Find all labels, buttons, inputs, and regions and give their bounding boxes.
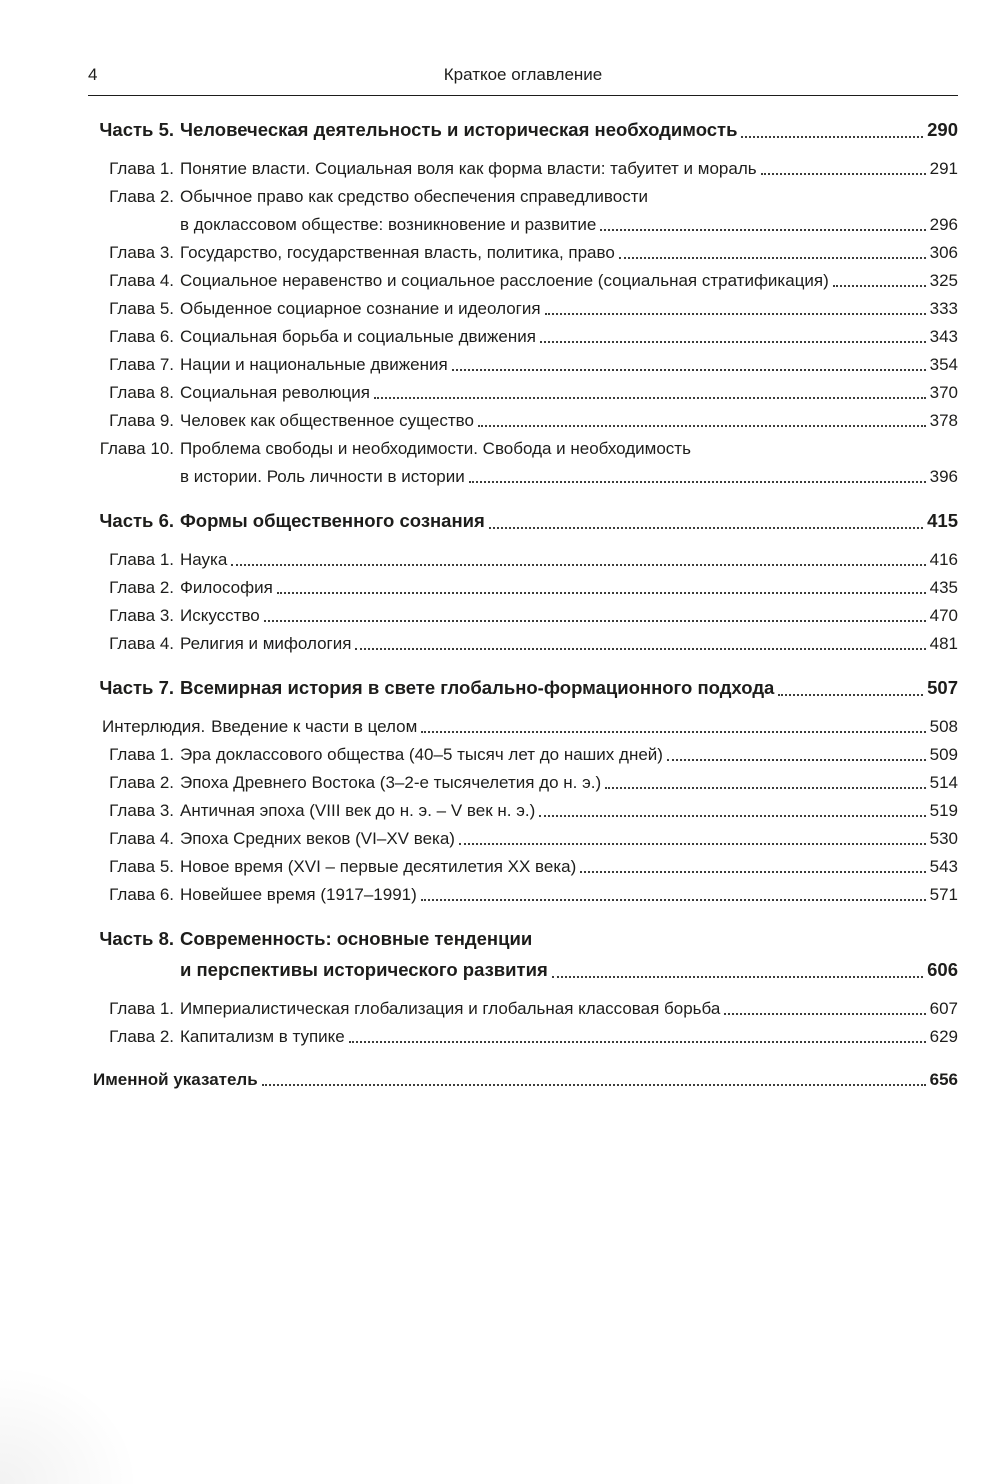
chapter-title: Эпоха Средних веков (VI–XV века) (180, 829, 455, 848)
dot-leader (262, 1084, 926, 1086)
chapter-page: 325 (929, 271, 958, 290)
chapter-label: Глава 7. (109, 355, 174, 374)
chapter-title: Социальная борьба и социальные движения (180, 327, 536, 346)
chapter-label: Глава 2. (109, 773, 174, 792)
chapter-label: Глава 8. (109, 383, 174, 402)
part-page: 507 (927, 677, 958, 698)
part-row (88, 509, 958, 533)
part-label: Часть 6. (99, 510, 174, 531)
chapter-page: 296 (929, 215, 958, 234)
part-label: Часть 8. (99, 928, 174, 949)
name-index-row (88, 1069, 958, 1090)
chapter-row (88, 270, 958, 291)
chapter-title: Философия (180, 578, 273, 597)
chapter-label: Глава 9. (109, 411, 174, 430)
chapter-label: Глава 6. (109, 885, 174, 904)
dot-leader (605, 787, 925, 789)
chapter-label: Глава 5. (109, 857, 174, 876)
chapter-page: 543 (929, 857, 958, 876)
chapter-page: 291 (929, 159, 958, 178)
chapter-page: 370 (929, 383, 958, 402)
page-number: 4 (88, 65, 98, 84)
chapter-page: 481 (929, 634, 958, 653)
dot-leader (539, 815, 925, 817)
dot-leader (489, 527, 923, 529)
toc-section-part-5 (88, 118, 958, 487)
page-header (88, 64, 958, 96)
part-page: 606 (927, 959, 958, 980)
chapter-row (88, 298, 958, 319)
chapter-label: Глава 1. (109, 999, 174, 1018)
chapter-row (88, 158, 958, 179)
dot-leader (478, 425, 926, 427)
chapter-row (88, 828, 958, 849)
chapter-row (88, 186, 958, 207)
chapter-label: Глава 4. (109, 829, 174, 848)
chapter-row-continuation (88, 466, 958, 487)
chapter-label: Глава 2. (109, 578, 174, 597)
dot-leader (778, 694, 923, 696)
toc-section-part-8 (88, 927, 958, 1047)
chapter-row-continuation (88, 214, 958, 235)
part-row (88, 118, 958, 142)
dot-leader (277, 592, 926, 594)
table-of-contents (88, 118, 958, 1090)
chapter-page: 509 (929, 745, 958, 764)
dot-leader (761, 173, 926, 175)
chapter-row (88, 577, 958, 598)
chapter-label: Глава 2. (109, 187, 174, 206)
toc-section-part-7 (88, 676, 958, 905)
toc-section-part-6 (88, 509, 958, 654)
chapter-title: Обычное право как средство обеспечения справедливости (180, 187, 648, 206)
dot-leader (421, 731, 925, 733)
chapter-page: 530 (929, 829, 958, 848)
chapter-page: 416 (929, 550, 958, 569)
chapter-title: Нации и национальные движения (180, 355, 448, 374)
chapter-row (88, 354, 958, 375)
chapter-page: 514 (929, 773, 958, 792)
interlude-label: Интерлюдия. (102, 717, 206, 736)
part-title: Формы общественного сознания (180, 510, 485, 531)
chapter-label: Глава 4. (109, 271, 174, 290)
chapter-label: Глава 10. (99, 439, 174, 458)
dot-leader (552, 976, 923, 978)
chapter-title: Искусство (180, 606, 260, 625)
dot-leader (231, 564, 925, 566)
dot-leader (600, 229, 925, 231)
chapter-label: Глава 4. (109, 634, 174, 653)
chapter-page: 435 (929, 578, 958, 597)
chapter-row (88, 605, 958, 626)
part-page: 290 (927, 119, 958, 140)
dot-leader (349, 1041, 926, 1043)
dot-leader (459, 843, 926, 845)
running-head-title: Краткое оглавление (443, 65, 603, 84)
chapter-title: Капитализм в тупике (180, 1027, 345, 1046)
chapter-title-continuation: в доклассовом обществе: возникновение и развитие (180, 215, 597, 234)
name-index-label: Именной указатель (93, 1070, 258, 1089)
part-title-continuation: и перспективы исторического развития (180, 959, 548, 980)
part-label: Часть 5. (99, 119, 174, 140)
chapter-label: Глава 3. (109, 606, 174, 625)
chapter-row (88, 242, 958, 263)
chapter-label: Глава 1. (109, 159, 174, 178)
dot-leader (421, 899, 926, 901)
dot-leader (540, 341, 926, 343)
chapter-label: Глава 3. (109, 243, 174, 262)
chapter-page: 607 (929, 999, 958, 1018)
chapter-title: Человек как общественное существо (180, 411, 474, 430)
chapter-title: Наука (180, 550, 228, 569)
dot-leader (580, 871, 925, 873)
chapter-title: Эпоха Древнего Востока (3–2-е тысячелетия до н. э.) (180, 773, 602, 792)
chapter-title: Новое время (XVI – первые десятилетия XX века) (180, 857, 577, 876)
chapter-row (88, 382, 958, 403)
chapter-row (88, 633, 958, 654)
chapter-title: Империалистическая глобализация и глобальная классовая борьба (180, 999, 721, 1018)
chapter-row (88, 998, 958, 1019)
interlude-title: Введение к части в целом (211, 717, 418, 736)
chapter-row (88, 410, 958, 431)
dot-leader (833, 285, 926, 287)
dot-leader (452, 369, 926, 371)
chapter-page: 519 (929, 801, 958, 820)
chapter-page: 306 (929, 243, 958, 262)
chapter-page: 571 (929, 885, 958, 904)
chapter-row (88, 884, 958, 905)
chapter-page: 629 (929, 1027, 958, 1046)
chapter-row (88, 438, 958, 459)
chapter-page: 470 (929, 606, 958, 625)
chapter-row (88, 326, 958, 347)
chapter-label: Глава 5. (109, 299, 174, 318)
chapter-row (88, 800, 958, 821)
chapter-label: Глава 1. (109, 745, 174, 764)
chapter-label: Глава 1. (109, 550, 174, 569)
chapter-label: Глава 3. (109, 801, 174, 820)
name-index-page: 656 (929, 1070, 958, 1089)
chapter-title-continuation: в истории. Роль личности в истории (180, 467, 465, 486)
chapter-row (88, 1026, 958, 1047)
chapter-title: Обыденное социарное сознание и идеология (180, 299, 541, 318)
chapter-page: 508 (929, 717, 958, 736)
chapter-page: 343 (929, 327, 958, 346)
dot-leader (724, 1013, 925, 1015)
chapter-row (88, 856, 958, 877)
chapter-page: 354 (929, 355, 958, 374)
chapter-row (88, 772, 958, 793)
chapter-title: Античная эпоха (VIII век до н. э. – V век н. э.) (180, 801, 536, 820)
interlude-row (88, 716, 958, 737)
chapter-page: 396 (929, 467, 958, 486)
chapter-row (88, 744, 958, 765)
part-title: Человеческая деятельность и историческая необходимость (180, 119, 738, 140)
dot-leader (374, 397, 926, 399)
chapter-title: Религия и мифология (180, 634, 352, 653)
part-title: Всемирная история в свете глобально-формационного подхода (180, 677, 775, 698)
dot-leader (619, 257, 926, 259)
chapter-label: Глава 6. (109, 327, 174, 346)
chapter-title: Проблема свободы и необходимости. Свобода и необходимость (180, 439, 691, 458)
part-row-continuation (88, 958, 958, 982)
dot-leader (545, 313, 926, 315)
dot-leader (355, 648, 925, 650)
dot-leader (667, 759, 926, 761)
chapter-label: Глава 2. (109, 1027, 174, 1046)
part-row (88, 676, 958, 700)
chapter-title: Понятие власти. Социальная воля как форма власти: табуитет и мораль (180, 159, 757, 178)
chapter-row (88, 549, 958, 570)
chapter-page: 333 (929, 299, 958, 318)
chapter-title: Социальная революция (180, 383, 370, 402)
chapter-title: Социальное неравенство и социальное расслоение (социальная стратификация) (180, 271, 829, 290)
chapter-page: 378 (929, 411, 958, 430)
part-title: Современность: основные тенденции (180, 928, 533, 949)
dot-leader (741, 136, 923, 138)
part-label: Часть 7. (99, 677, 174, 698)
chapter-title: Эра доклассового общества (40–5 тысяч лет до наших дней) (180, 745, 663, 764)
chapter-title: Новейшее время (1917–1991) (180, 885, 417, 904)
dot-leader (264, 620, 926, 622)
chapter-title: Государство, государственная власть, политика, право (180, 243, 615, 262)
part-page: 415 (927, 510, 958, 531)
dot-leader (469, 481, 926, 483)
part-row (88, 927, 958, 951)
